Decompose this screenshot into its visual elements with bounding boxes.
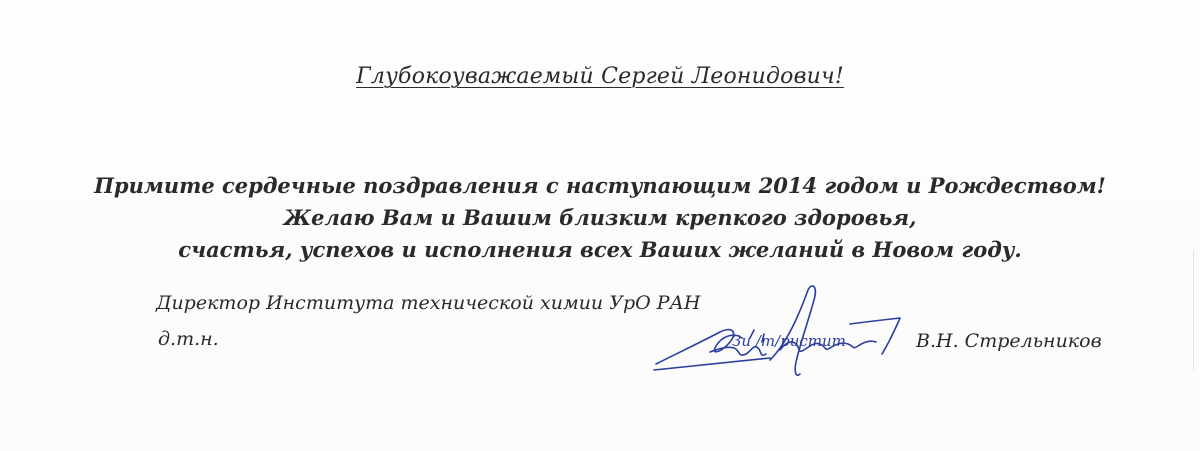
handwritten-signature xyxy=(650,282,910,382)
body-line-2: Желаю Вам и Вашим близким крепкого здоровья, xyxy=(283,205,917,230)
director-title: Директор Института технической химии УрО РАН xyxy=(156,292,701,314)
salutation-heading xyxy=(0,64,1200,89)
body-line-1: Примите сердечные поздравления с наступающим 2014 годом и Рождеством! xyxy=(94,173,1106,198)
body-line-3: счастья, успехов и исполнения всех Ваших желаний в Новом году. xyxy=(178,237,1022,262)
academic-degree: д.т.н. xyxy=(158,328,219,350)
signer-name: В.Н. Стрельников xyxy=(916,330,1102,352)
greeting-body xyxy=(0,170,1200,266)
scan-edge-line xyxy=(1193,250,1194,370)
salutation-text: Глубокоуважаемый Сергей Леонидович! xyxy=(356,64,844,89)
signature-scrawl: Зи /т/ристит xyxy=(732,332,846,350)
